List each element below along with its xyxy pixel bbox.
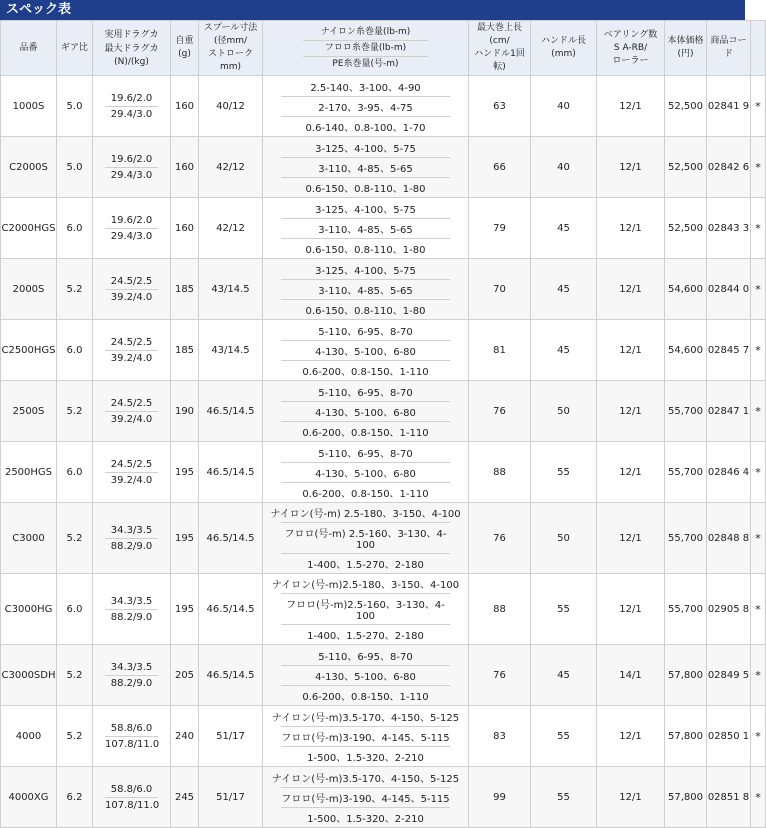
cell-gear: 6.2 <box>57 767 93 828</box>
cell-star: * <box>751 320 766 381</box>
cell-code: 02847 1 <box>707 381 751 442</box>
cell-weight: 160 <box>171 76 199 137</box>
cell-line: 3-125、4-100、5-75 3-110、4-85、5-65 0.6-150、0.8-110、1-80 <box>263 259 469 320</box>
cell-bearing: 14/1 <box>597 645 665 706</box>
cell-gear: 5.0 <box>57 137 93 198</box>
cell-spool: 46.5/14.5 <box>199 574 263 645</box>
cell-spool: 42/12 <box>199 198 263 259</box>
header-spool: スプール寸法 (径mm/ ストロークmm) <box>199 21 263 76</box>
cell-code: 02843 3 <box>707 198 751 259</box>
table-row <box>1 320 766 381</box>
cell-spool: 46.5/14.5 <box>199 645 263 706</box>
cell-star: * <box>751 381 766 442</box>
cell-line: 5-110、6-95、8-70 4-130、5-100、6-80 0.6-200、0.8-150、1-110 <box>263 442 469 503</box>
cell-spool: 43/14.5 <box>199 320 263 381</box>
cell-drag: 58.8/6.0 107.8/11.0 <box>93 767 171 828</box>
cell-bearing: 12/1 <box>597 706 665 767</box>
cell-retrieve: 70 <box>469 259 531 320</box>
cell-code: 02841 9 <box>707 76 751 137</box>
cell-weight: 185 <box>171 259 199 320</box>
cell-line: 5-110、6-95、8-70 4-130、5-100、6-80 0.6-200、0.8-150、1-110 <box>263 645 469 706</box>
cell-handle: 55 <box>531 442 597 503</box>
cell-drag: 19.6/2.0 29.4/3.0 <box>93 137 171 198</box>
cell-gear: 5.2 <box>57 503 93 574</box>
cell-star: * <box>751 442 766 503</box>
cell-retrieve: 88 <box>469 442 531 503</box>
cell-handle: 45 <box>531 320 597 381</box>
cell-drag: 19.6/2.0 29.4/3.0 <box>93 76 171 137</box>
header-star <box>751 21 766 76</box>
table-row <box>1 381 766 442</box>
cell-star: * <box>751 706 766 767</box>
cell-price: 55,700 <box>665 574 707 645</box>
cell-model: 1000S <box>1 76 57 137</box>
cell-gear: 5.0 <box>57 76 93 137</box>
header-weight: 自重 (g) <box>171 21 199 76</box>
cell-star: * <box>751 574 766 645</box>
cell-weight: 195 <box>171 503 199 574</box>
header-drag: 実用ドラグカ 最大ドラグカ (N)/(kg) <box>93 21 171 76</box>
cell-gear: 6.0 <box>57 198 93 259</box>
cell-retrieve: 99 <box>469 767 531 828</box>
cell-line: 3-125、4-100、5-75 3-110、4-85、5-65 0.6-150、0.8-110、1-80 <box>263 137 469 198</box>
header-line: ナイロン糸巻量(lb-m) フロロ糸巻量(lb-m) PE糸巻量(号-m) <box>263 21 469 76</box>
cell-handle: 45 <box>531 645 597 706</box>
cell-model: C2500HGS <box>1 320 57 381</box>
cell-handle: 40 <box>531 137 597 198</box>
cell-weight: 160 <box>171 198 199 259</box>
cell-model: 2500HGS <box>1 442 57 503</box>
cell-retrieve: 81 <box>469 320 531 381</box>
cell-retrieve: 66 <box>469 137 531 198</box>
cell-bearing: 12/1 <box>597 574 665 645</box>
cell-model: 2000S <box>1 259 57 320</box>
cell-drag: 34.3/3.5 88.2/9.0 <box>93 574 171 645</box>
cell-code: 02849 5 <box>707 645 751 706</box>
cell-line: ナイロン(号-m) 2.5-180、3-150、4-100 フロロ(号-m) 2.5-160、3-130、4-100 1-400、1.5-270、2-180 <box>263 503 469 574</box>
cell-price: 54,600 <box>665 259 707 320</box>
table-row <box>1 645 766 706</box>
cell-bearing: 12/1 <box>597 503 665 574</box>
cell-model: C3000SDH <box>1 645 57 706</box>
cell-weight: 160 <box>171 137 199 198</box>
cell-line: ナイロン(号-m)2.5-180、3-150、4-100 フロロ(号-m)2.5-160、3-130、4-100 1-400、1.5-270、2-180 <box>263 574 469 645</box>
cell-bearing: 12/1 <box>597 76 665 137</box>
cell-handle: 45 <box>531 259 597 320</box>
cell-star: * <box>751 137 766 198</box>
cell-retrieve: 79 <box>469 198 531 259</box>
cell-model: 2500S <box>1 381 57 442</box>
cell-price: 57,800 <box>665 767 707 828</box>
cell-line: 2.5-140、3-100、4-90 2-170、3-95、4-75 0.6-140、0.8-100、1-70 <box>263 76 469 137</box>
header-retrieve: 最大巻上長 (cm/ ハンドル1回転) <box>469 21 531 76</box>
cell-gear: 5.2 <box>57 259 93 320</box>
cell-code: 02850 1 <box>707 706 751 767</box>
cell-weight: 240 <box>171 706 199 767</box>
table-row <box>1 442 766 503</box>
header-bearing: ベアリング数 S A-RB/ ローラー <box>597 21 665 76</box>
cell-retrieve: 88 <box>469 574 531 645</box>
cell-star: * <box>751 645 766 706</box>
cell-drag: 19.6/2.0 29.4/3.0 <box>93 198 171 259</box>
cell-weight: 185 <box>171 320 199 381</box>
cell-weight: 205 <box>171 645 199 706</box>
cell-weight: 195 <box>171 574 199 645</box>
cell-spool: 51/17 <box>199 767 263 828</box>
cell-line: ナイロン(号-m)3.5-170、4-150、5-125 フロロ(号-m)3-190、4-145、5-115 1-500、1.5-320、2-210 <box>263 706 469 767</box>
header-code: 商品コード <box>707 21 751 76</box>
table-row <box>1 137 766 198</box>
spec-table <box>0 20 766 828</box>
header-price: 本体価格 (円) <box>665 21 707 76</box>
cell-model: 4000 <box>1 706 57 767</box>
cell-bearing: 12/1 <box>597 320 665 381</box>
cell-drag: 34.3/3.5 88.2/9.0 <box>93 645 171 706</box>
cell-price: 55,700 <box>665 503 707 574</box>
cell-line: ナイロン(号-m)3.5-170、4-150、5-125 フロロ(号-m)3-190、4-145、5-115 1-500、1.5-320、2-210 <box>263 767 469 828</box>
cell-weight: 190 <box>171 381 199 442</box>
cell-star: * <box>751 767 766 828</box>
cell-handle: 55 <box>531 574 597 645</box>
cell-handle: 55 <box>531 767 597 828</box>
table-row <box>1 706 766 767</box>
cell-drag: 24.5/2.5 39.2/4.0 <box>93 442 171 503</box>
cell-code: 02844 0 <box>707 259 751 320</box>
cell-bearing: 12/1 <box>597 198 665 259</box>
cell-bearing: 12/1 <box>597 767 665 828</box>
cell-code: 02905 8 <box>707 574 751 645</box>
header-handle: ハンドル長 (mm) <box>531 21 597 76</box>
table-row <box>1 76 766 137</box>
cell-spool: 46.5/14.5 <box>199 381 263 442</box>
cell-retrieve: 83 <box>469 706 531 767</box>
cell-retrieve: 63 <box>469 76 531 137</box>
cell-drag: 58.8/6.0 107.8/11.0 <box>93 706 171 767</box>
cell-handle: 55 <box>531 706 597 767</box>
cell-weight: 245 <box>171 767 199 828</box>
cell-gear: 5.2 <box>57 645 93 706</box>
cell-price: 57,800 <box>665 706 707 767</box>
cell-model: C3000 <box>1 503 57 574</box>
cell-bearing: 12/1 <box>597 137 665 198</box>
cell-price: 52,500 <box>665 198 707 259</box>
cell-drag: 24.5/2.5 39.2/4.0 <box>93 320 171 381</box>
cell-gear: 5.2 <box>57 706 93 767</box>
cell-drag: 34.3/3.5 88.2/9.0 <box>93 503 171 574</box>
cell-code: 02842 6 <box>707 137 751 198</box>
cell-gear: 6.0 <box>57 442 93 503</box>
cell-model: 4000XG <box>1 767 57 828</box>
cell-line: 3-125、4-100、5-75 3-110、4-85、5-65 0.6-150、0.8-110、1-80 <box>263 198 469 259</box>
cell-code: 02851 8 <box>707 767 751 828</box>
cell-drag: 24.5/2.5 39.2/4.0 <box>93 259 171 320</box>
table-row <box>1 503 766 574</box>
cell-code: 02846 4 <box>707 442 751 503</box>
header-model: 品番 <box>1 21 57 76</box>
cell-spool: 43/14.5 <box>199 259 263 320</box>
cell-gear: 5.2 <box>57 381 93 442</box>
cell-retrieve: 76 <box>469 503 531 574</box>
cell-drag: 24.5/2.5 39.2/4.0 <box>93 381 171 442</box>
cell-handle: 40 <box>531 76 597 137</box>
cell-model: C3000HG <box>1 574 57 645</box>
table-row <box>1 198 766 259</box>
cell-gear: 6.0 <box>57 574 93 645</box>
cell-star: * <box>751 76 766 137</box>
cell-handle: 45 <box>531 198 597 259</box>
cell-gear: 6.0 <box>57 320 93 381</box>
header-row <box>1 21 766 76</box>
table-row <box>1 574 766 645</box>
cell-handle: 50 <box>531 503 597 574</box>
cell-price: 52,500 <box>665 76 707 137</box>
cell-weight: 195 <box>171 442 199 503</box>
cell-spool: 42/12 <box>199 137 263 198</box>
cell-line: 5-110、6-95、8-70 4-130、5-100、6-80 0.6-200、0.8-150、1-110 <box>263 381 469 442</box>
cell-line: 5-110、6-95、8-70 4-130、5-100、6-80 0.6-200、0.8-150、1-110 <box>263 320 469 381</box>
cell-price: 55,700 <box>665 442 707 503</box>
cell-price: 52,500 <box>665 137 707 198</box>
table-row <box>1 259 766 320</box>
cell-retrieve: 76 <box>469 381 531 442</box>
cell-bearing: 12/1 <box>597 259 665 320</box>
cell-model: C2000S <box>1 137 57 198</box>
cell-code: 02848 8 <box>707 503 751 574</box>
cell-handle: 50 <box>531 381 597 442</box>
cell-price: 54,600 <box>665 320 707 381</box>
cell-bearing: 12/1 <box>597 442 665 503</box>
table-row <box>1 767 766 828</box>
header-gear: ギア比 <box>57 21 93 76</box>
cell-spool: 40/12 <box>199 76 263 137</box>
cell-model: C2000HGS <box>1 198 57 259</box>
cell-star: * <box>751 259 766 320</box>
cell-price: 57,800 <box>665 645 707 706</box>
cell-spool: 51/17 <box>199 706 263 767</box>
cell-price: 55,700 <box>665 381 707 442</box>
cell-spool: 46.5/14.5 <box>199 442 263 503</box>
cell-bearing: 12/1 <box>597 381 665 442</box>
cell-star: * <box>751 503 766 574</box>
cell-retrieve: 76 <box>469 645 531 706</box>
cell-star: * <box>751 198 766 259</box>
spec-table-title: スペック表 <box>0 0 745 20</box>
cell-spool: 46.5/14.5 <box>199 503 263 574</box>
cell-code: 02845 7 <box>707 320 751 381</box>
